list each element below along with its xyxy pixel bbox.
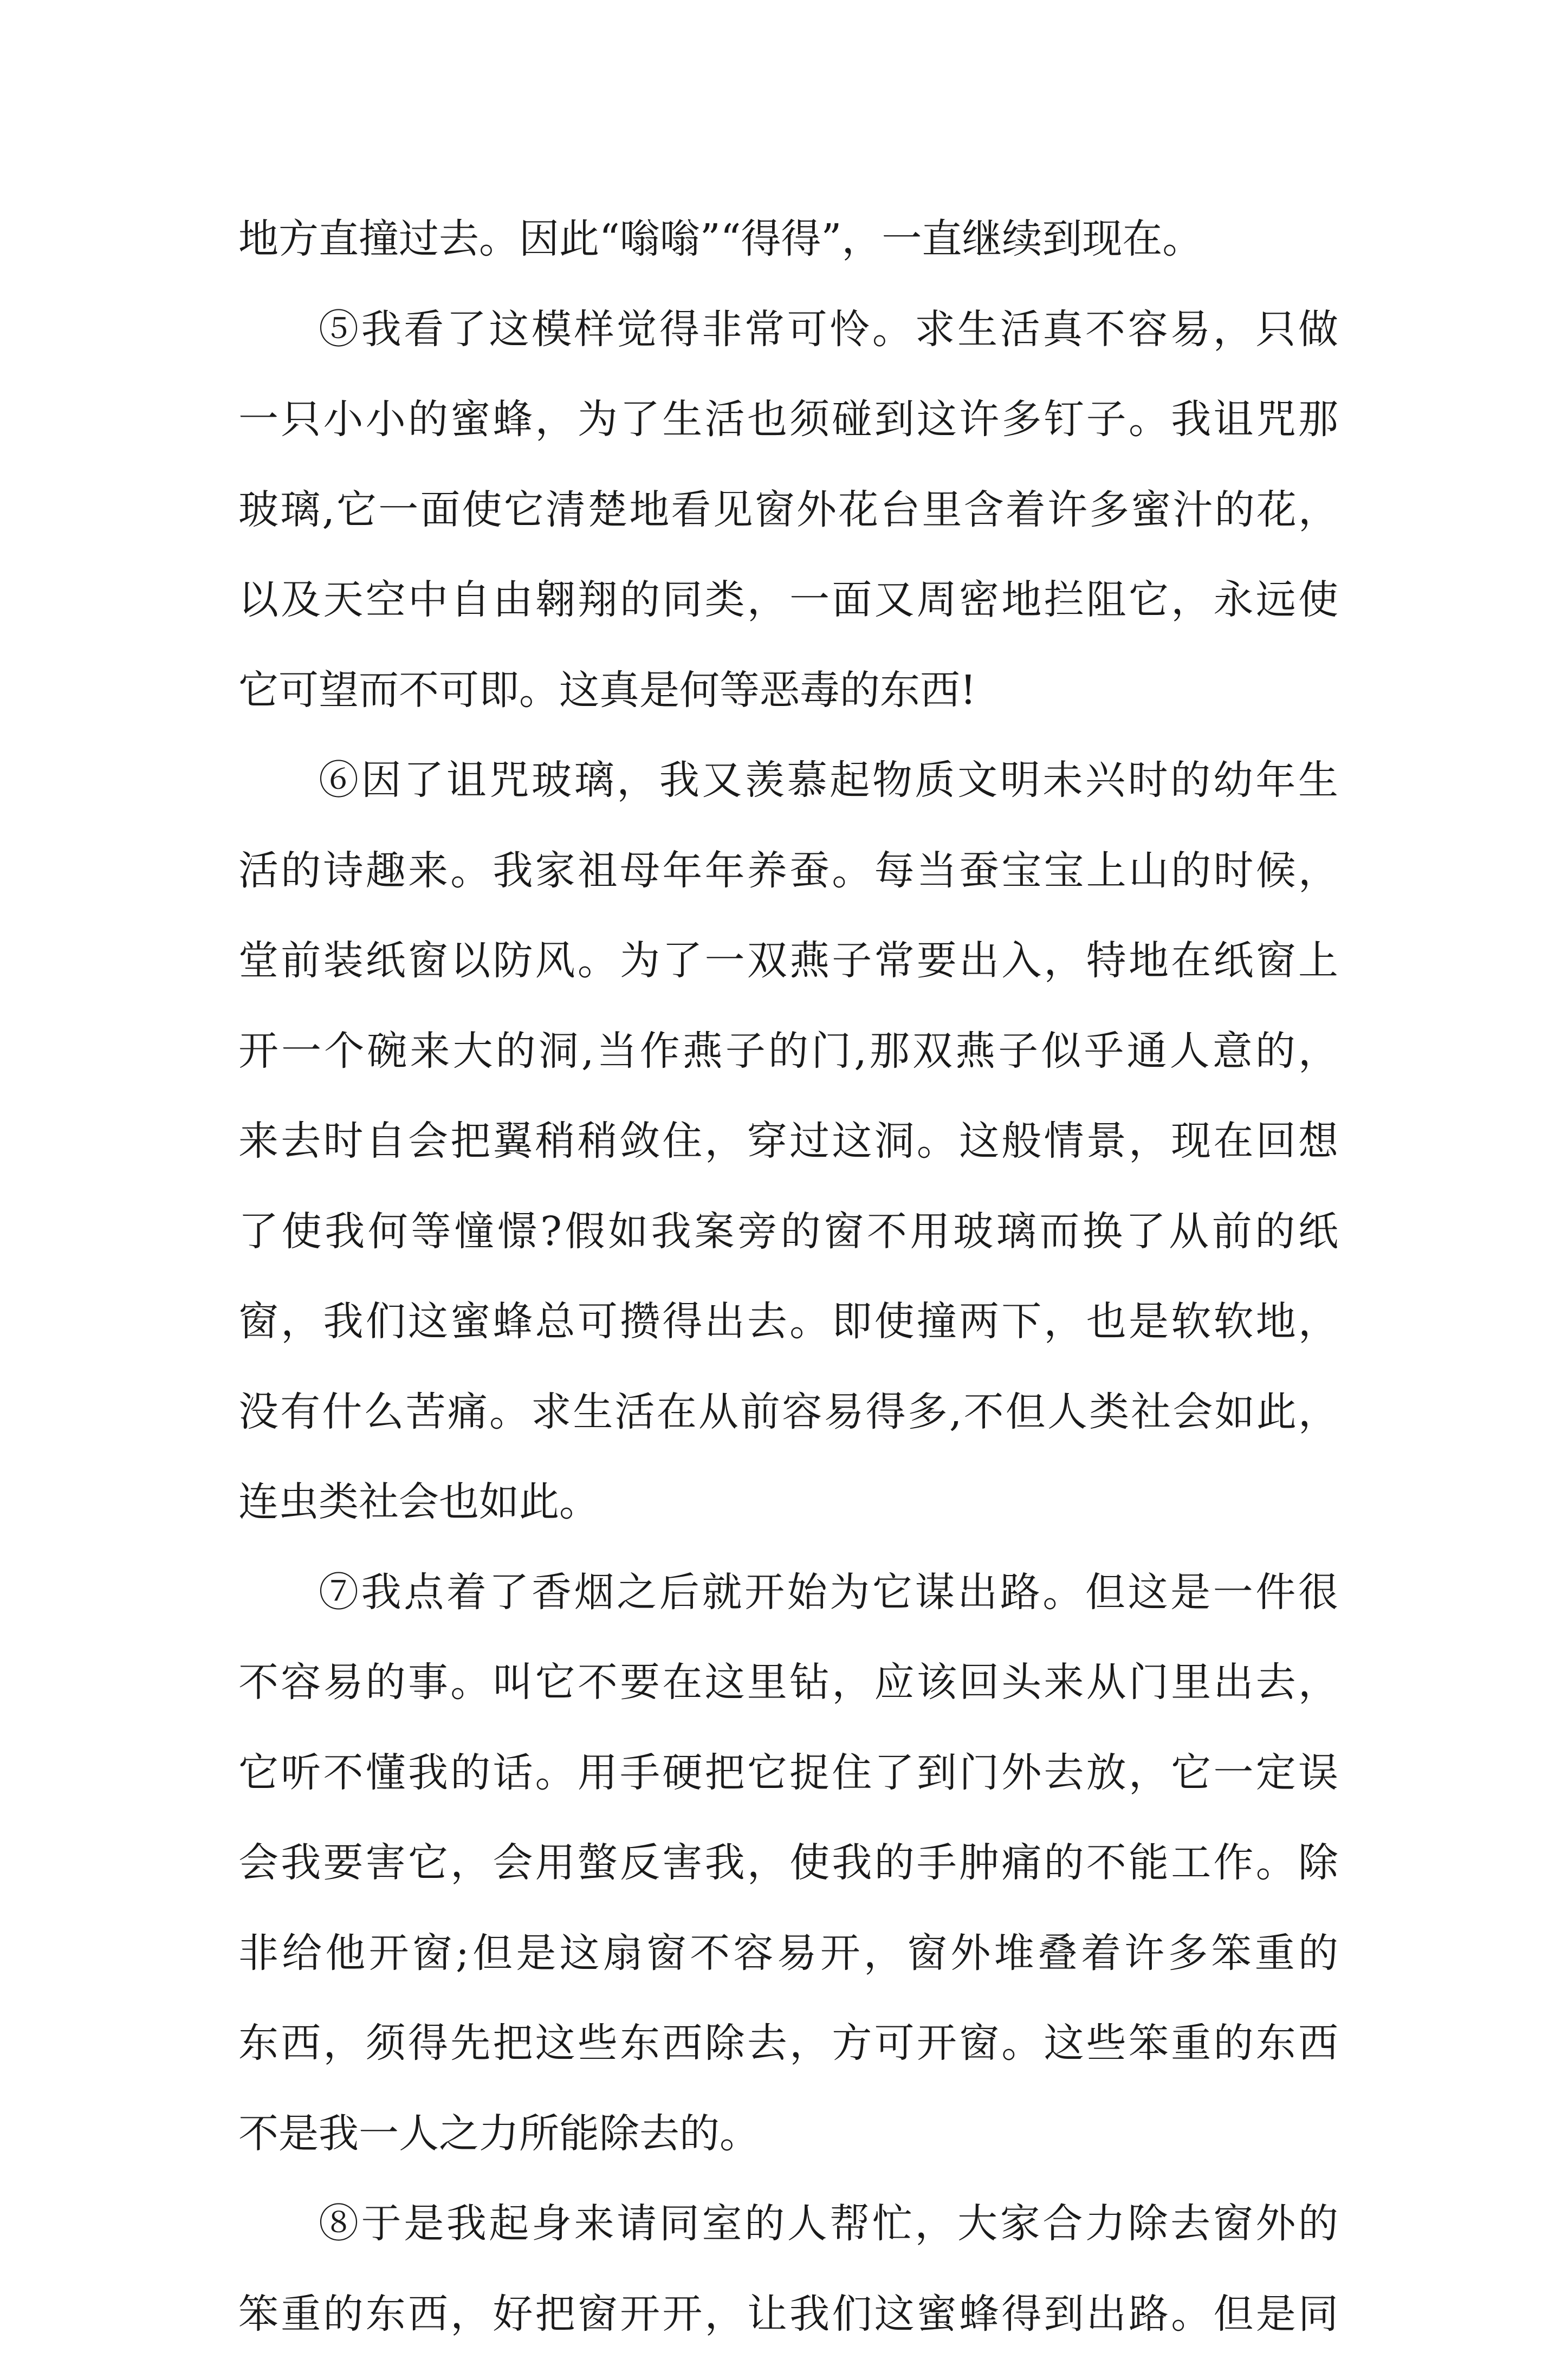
text-line: 开一个碗来大的洞,当作燕子的门,那双燕子似乎通人意的， <box>238 1006 1338 1097</box>
text-line: 它可望而不可即。这真是何等恶毒的东西! <box>238 645 1338 736</box>
text-line: 不是我一人之力所能除去的。 <box>238 2089 1338 2179</box>
text-line: 没有什么苦痛。求生活在从前容易得多,不但人类社会如此， <box>238 1367 1338 1457</box>
paragraph-start-line: ⑦我点着了香烟之后就开始为它谋出路。但这是一件很 <box>238 1547 1338 1638</box>
text-line: 连虫类社会也如此。 <box>238 1457 1338 1547</box>
text-line: 一只小小的蜜蜂，为了生活也须碰到这许多钉子。我诅咒那 <box>238 374 1338 465</box>
paragraph-start-line: ⑧于是我起身来请同室的人帮忙，大家合力除去窗外的 <box>238 2179 1338 2269</box>
text-line: 笨重的东西，好把窗开开，让我们这蜜蜂得到出路。但是同 <box>238 2269 1338 2359</box>
text-line: 会我要害它，会用螫反害我，使我的手肿痛的不能工作。除 <box>238 1818 1338 1908</box>
text-line: 来去时自会把翼稍稍敛住，穿过这洞。这般情景，现在回想 <box>238 1096 1338 1187</box>
paragraph-start-line: ⑤我看了这模样觉得非常可怜。求生活真不容易，只做 <box>238 284 1338 375</box>
text-line: 不容易的事。叫它不要在这里钻，应该回头来从门里出去， <box>238 1637 1338 1728</box>
text-line: 地方直撞过去。因此“嗡嗡”“得得”，一直继续到现在。 <box>238 194 1338 284</box>
text-line: 堂前装纸窗以防风。为了一双燕子常要出入，特地在纸窗上 <box>238 916 1338 1006</box>
text-line: 玻璃,它一面使它清楚地看见窗外花台里含着许多蜜汁的花， <box>238 465 1338 555</box>
body-text <box>238 194 1338 2359</box>
text-line: 东西，须得先把这些东西除去，方可开窗。这些笨重的东西 <box>238 1998 1338 2089</box>
text-line: 窗，我们这蜜蜂总可攒得出去。即使撞两下，也是软软地， <box>238 1276 1338 1367</box>
paragraph-start-line: ⑥因了诅咒玻璃，我又羡慕起物质文明未兴时的幼年生 <box>238 735 1338 826</box>
text-line: 它听不懂我的话。用手硬把它捉住了到门外去放，它一定误 <box>238 1728 1338 1818</box>
text-line: 了使我何等憧憬?假如我案旁的窗不用玻璃而换了从前的纸 <box>238 1187 1338 1277</box>
text-line: 以及天空中自由翱翔的同类，一面又周密地拦阻它，永远使 <box>238 555 1338 645</box>
text-line: 活的诗趣来。我家祖母年年养蚕。每当蚕宝宝上山的时候， <box>238 826 1338 916</box>
text-line: 非给他开窗;但是这扇窗不容易开，窗外堆叠着许多笨重的 <box>238 1908 1338 1999</box>
